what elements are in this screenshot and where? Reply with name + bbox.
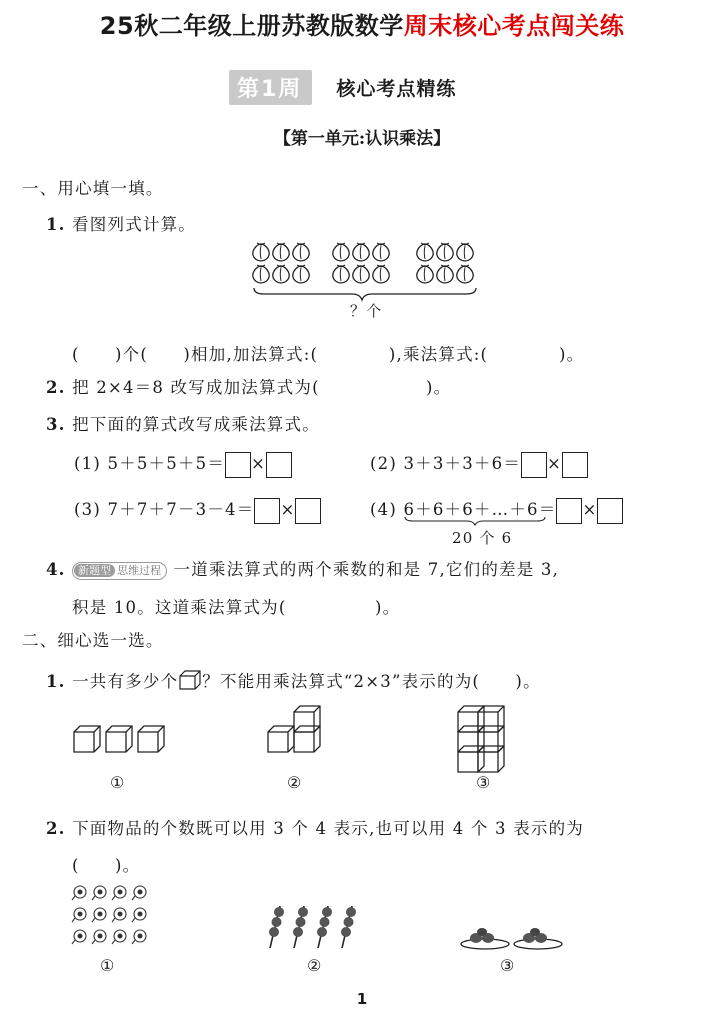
banner-text: 核心考点精练 (336, 78, 457, 100)
q1-text: 看图列式计算。 (72, 215, 196, 234)
answer-box[interactable] (521, 452, 547, 478)
page-title (0, 6, 724, 41)
q1-number: 1. (46, 215, 66, 234)
q4-tag (72, 562, 167, 580)
answer-box[interactable] (556, 498, 582, 524)
s2q2-line2: ( )。 (72, 856, 141, 875)
page-number: 1 (356, 990, 368, 1008)
option-2-label[interactable]: ② (307, 956, 322, 975)
peach-group-3 (417, 243, 473, 283)
s2q2-number: 2. (46, 819, 66, 838)
brace-label: ？个 (350, 302, 383, 320)
section2-heading: 二、细心选一选。 (22, 631, 164, 650)
skewer-option (269, 906, 356, 948)
answer-box[interactable] (266, 452, 292, 478)
times-sign: × (582, 500, 598, 519)
plate-option (461, 928, 562, 949)
cube-icon (178, 669, 202, 691)
brace (254, 288, 476, 300)
q3-item-4 (370, 496, 623, 524)
q2-number: 2. (46, 378, 66, 397)
option-1-label[interactable]: ① (110, 773, 125, 792)
answer-box[interactable] (562, 452, 588, 478)
q4-number: 4. (46, 560, 66, 579)
unit-title: 【第一单元:认识乘法】 (273, 129, 451, 149)
tag-left: 新题型 (74, 564, 115, 577)
q3-item-2-expr: 3＋3＋3＋6＝ (403, 454, 522, 473)
s2q1-number: 1. (46, 672, 66, 691)
q3-item-2-label: (2) (370, 454, 397, 473)
q3-item-4-under: 20 个 6 (452, 529, 513, 547)
peach-group-2 (333, 243, 389, 283)
option-1-label[interactable]: ① (100, 956, 115, 975)
option-3-label[interactable]: ③ (476, 773, 491, 792)
q2-text: 把 2×4＝8 改写成加法算式为( )。 (72, 378, 452, 397)
cube-option-1 (74, 726, 164, 752)
q3-item-2 (370, 450, 588, 478)
underbrace (403, 516, 547, 526)
q3-line (46, 411, 320, 435)
q3-number: 3. (46, 415, 66, 434)
q3-item-1 (74, 450, 292, 478)
week-banner (229, 70, 456, 105)
cubes-figure (60, 700, 660, 780)
peach-group-1 (253, 243, 309, 283)
flower-option (72, 886, 146, 944)
cube-option-2 (268, 706, 320, 752)
q3-item-4-expr-wrap (403, 496, 538, 520)
answer-box[interactable] (597, 498, 623, 524)
q3-item-3-label: (3) (74, 500, 101, 519)
s2q2-line1 (46, 815, 584, 839)
answer-box[interactable] (295, 498, 321, 524)
s2q2-text: 下面物品的个数既可以用 3 个 4 表示,也可以用 4 个 3 表示的为 (72, 819, 584, 838)
q4-text-1: 一道乘法算式的两个乘数的和是 7,它们的差是 3, (173, 560, 560, 579)
s2q1-line (46, 668, 541, 692)
objects-figure (60, 880, 660, 960)
answer-box[interactable] (254, 498, 280, 524)
q2-line (46, 374, 451, 398)
answer-box[interactable] (225, 452, 251, 478)
title-black: 25秋二年级上册苏教版数学 (99, 12, 404, 40)
q3-item-1-label: (1) (74, 454, 101, 473)
q3-item-4-label: (4) (370, 500, 397, 519)
q1-line (46, 211, 196, 235)
equals-sign: ＝ (538, 500, 557, 519)
title-red: 周末核心考点闯关练 (403, 12, 625, 40)
s2q1-text-b: ？不能用乘法算式“2×3”表示的为( )。 (202, 672, 541, 691)
week-badge: 第1周 (229, 70, 312, 105)
times-sign: × (547, 454, 563, 473)
section1-heading: 一、用心填一填。 (22, 179, 164, 198)
s2q1-text-a: 一共有多少个 (72, 672, 179, 691)
times-sign: × (251, 454, 267, 473)
q3-item-3 (74, 496, 321, 524)
q3-item-3-expr: 7＋7＋7－3－4＝ (107, 500, 255, 519)
q3-item-1-expr: 5＋5＋5＋5＝ (107, 454, 226, 473)
cube-option-3 (458, 706, 504, 772)
tag-right: 思维过程 (117, 563, 162, 577)
q4-line1 (46, 556, 559, 580)
q4-line2: 积是 10。这道乘法算式为( )。 (72, 598, 401, 617)
q3-text: 把下面的算式改写成乘法算式。 (72, 415, 320, 434)
q3-item-4-expr: 6＋6＋6＋…＋6 (403, 500, 539, 519)
option-3-label[interactable]: ③ (500, 956, 515, 975)
times-sign: × (280, 500, 296, 519)
option-2-label[interactable]: ② (287, 773, 302, 792)
q1-blanks: ( )个( )相加,加法算式:( ),乘法算式:( )。 (72, 345, 585, 364)
